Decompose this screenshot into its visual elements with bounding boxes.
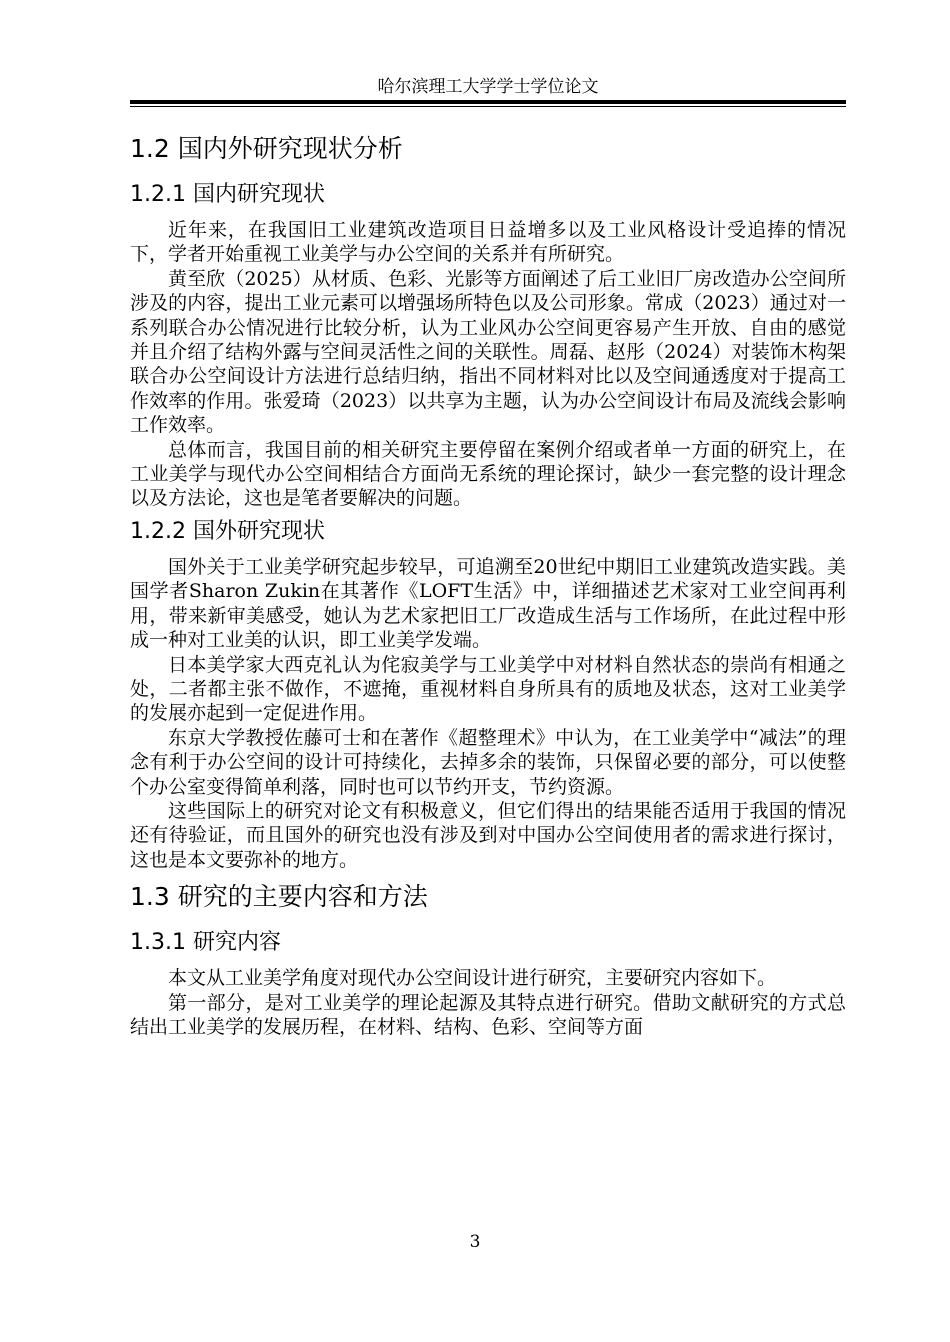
paragraph: 东京大学教授佐藤可士和在著作《超整理术》中认为，在工业美学中“减法”的理念有利于办公空间的设计可持续化，去掉多余的装饰，只保留必要的部分，可以使整个办公室变得简单利落，同时也可以节约开支，节约资源。 <box>130 726 846 798</box>
paragraph: 第一部分，是对工业美学的理论起源及其特点进行研究。借助文献研究的方式总结出工业美学的发展历程，在材料、结构、色彩、空间等方面 <box>130 991 846 1038</box>
running-header: 哈尔滨理工大学学士学位论文 <box>377 77 599 97</box>
paragraph: 近年来，在我国旧工业建筑改造项目日益增多以及工业风格设计受追捧的情况下，学者开始重视工业美学与办公空间的关系并有所研究。 <box>130 219 846 266</box>
section-heading-1-2: 1.2 国内外研究现状分析 <box>130 134 403 163</box>
paragraph: 日本美学家大西克礼认为侘寂美学与工业美学中对材料自然状态的崇尚有相通之处，二者都主张不做作，不遮掩，重视材料自身所具有的质地及状态，这对工业美学的发展亦起到一定促进作用。 <box>130 653 846 725</box>
section-heading-1-3: 1.3 研究的主要内容和方法 <box>130 882 428 912</box>
header-rule-thick <box>130 100 846 104</box>
page-number: 3 <box>469 1232 481 1252</box>
paragraph: 总体而言，我国目前的相关研究主要停留在案例介绍或者单一方面的研究上，在工业美学与现代办公空间相结合方面尚无系统的理论探讨，缺少一套完整的设计理念以及方法论，这也是笔者要解决的问题。 <box>130 438 846 510</box>
paragraph: 黄至欣（2025）从材质、色彩、光影等方面阐述了后工业旧厂房改造办公空间所涉及的内容，提出工业元素可以增强场所特色以及公司形象。常成（2023）通过对一系列联合办公情况进行比较分析，认为工业风办公空间更容易产生开放、自由的感觉并且介绍了结构外露与空间灵活性之间的关联性。周磊、赵彤（2024）对装饰木构架联合办公空间设计方法进行总结归纳，指出不同材料对比以及空间通透度对于提高工作效率的作用。张爱琦（2023）以共享为主题，认为办公空间设计布局及流线会影响工作效率。 <box>130 267 846 437</box>
page-content <box>130 124 846 1039</box>
header-rule-thin <box>130 106 846 107</box>
subsection-heading-1-2-1: 1.2.1 国内研究现状 <box>130 182 325 207</box>
subsection-heading-1-3-1: 1.3.1 研究内容 <box>130 930 281 956</box>
paragraph: 国外关于工业美学研究起步较早，可追溯至20世纪中期旧工业建筑改造实践。美国学者Sharon Zukin在其著作《LOFT生活》中，详细描述艺术家对工业空间再利用，带来新审美感受，她认为艺术家把旧工厂改造成生活与工作场所，在此过程中形成一种对工业美的认识，即工业美学发端。 <box>130 555 846 652</box>
paragraph: 这些国际上的研究对论文有积极意义，但它们得出的结果能否适用于我国的情况还有待验证，而且国外的研究也没有涉及到对中国办公空间使用者的需求进行探讨，这也是本文要弥补的地方。 <box>130 799 846 871</box>
paragraph: 本文从工业美学角度对现代办公空间设计进行研究，主要研究内容如下。 <box>168 967 777 990</box>
subsection-heading-1-2-2: 1.2.2 国外研究现状 <box>130 518 325 544</box>
